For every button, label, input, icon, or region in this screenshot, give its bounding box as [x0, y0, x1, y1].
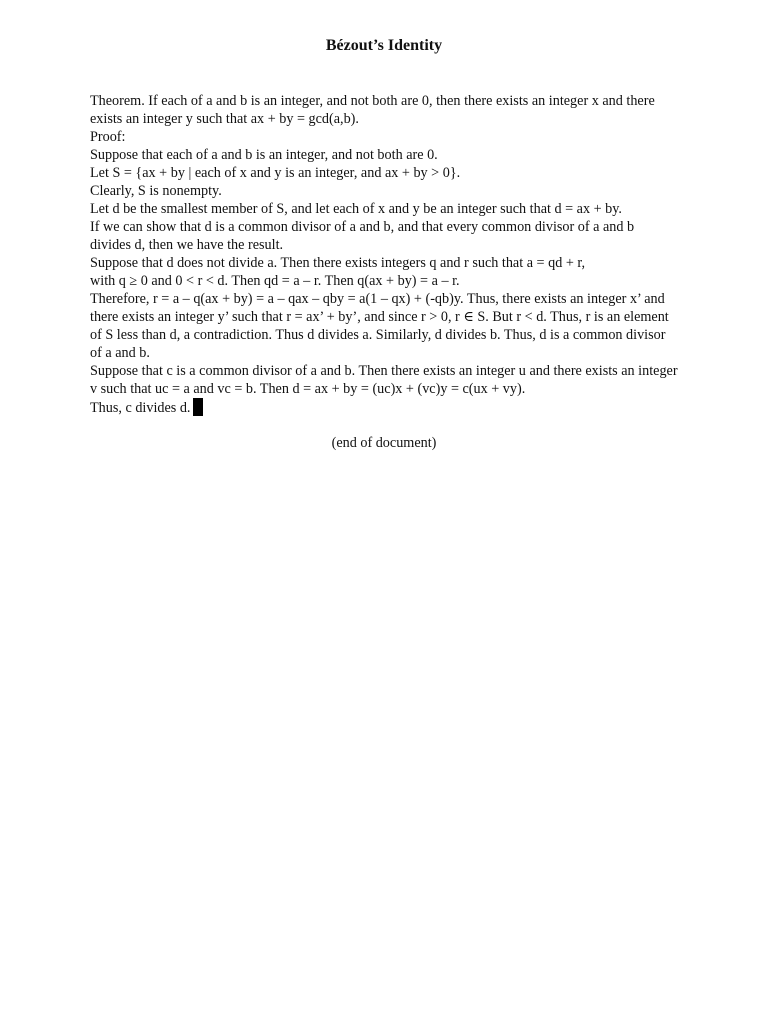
proof-conclusion-text: Thus, c divides d.: [90, 400, 191, 416]
proof-line-define-d: Let d be the smallest member of S, and let each of x and y be an integer such that d = ax + by.: [90, 201, 622, 217]
proof-line-assumption: Suppose that each of a and b is an integer, and not both are 0.: [90, 147, 438, 163]
proof-line-common-divisor: Suppose that c is a common divisor of a and b. Then there exists an integer u and there exists an integer v such that uc = a and vc = b. Then d = ax + by = (uc)x + (vc)y = c(ux + vy).: [90, 363, 678, 397]
document-body: [90, 92, 678, 417]
proof-line-plan: If we can show that d is a common divisor of a and b, and that every common divisor of a and b divides d, then we have the result.: [90, 219, 635, 253]
proof-line-division: Suppose that d does not divide a. Then there exists integers q and r such that a = qd + r,: [90, 255, 586, 271]
end-of-document-note: (end of document): [331, 435, 437, 451]
proof-label: Proof:: [90, 129, 126, 145]
proof-conclusion: [90, 398, 678, 417]
proof-line-remainder: with q ≥ 0 and 0 < r < d. Then qd = a – r. Then q(ax + by) = a – r.: [90, 273, 460, 289]
document-title: Bézout’s Identity: [325, 37, 443, 54]
qed-icon: [193, 398, 203, 416]
proof-line-define-s: Let S = {ax + by | each of x and y is an integer, and ax + by > 0}.: [90, 165, 461, 181]
proof-line-contradiction: Therefore, r = a – q(ax + by) = a – qax – qby = a(1 – qx) + (-qb)y. Thus, there exists an integer x’ and there exists an integer y’ such that r = ax’ + by’, and since r > 0, r ∈ S. But r < d. Thus, r is an element of S less than d, a contradiction. Thus d divides a. Similarly, d divides b. Thus, d is a common divisor of a and b.: [90, 291, 669, 361]
theorem-statement: Theorem. If each of a and b is an integer, and not both are 0, then there exists an integer x and there exists an integer y such that ax + by = gcd(a,b).: [90, 93, 655, 127]
proof-line-nonempty: Clearly, S is nonempty.: [90, 183, 222, 199]
